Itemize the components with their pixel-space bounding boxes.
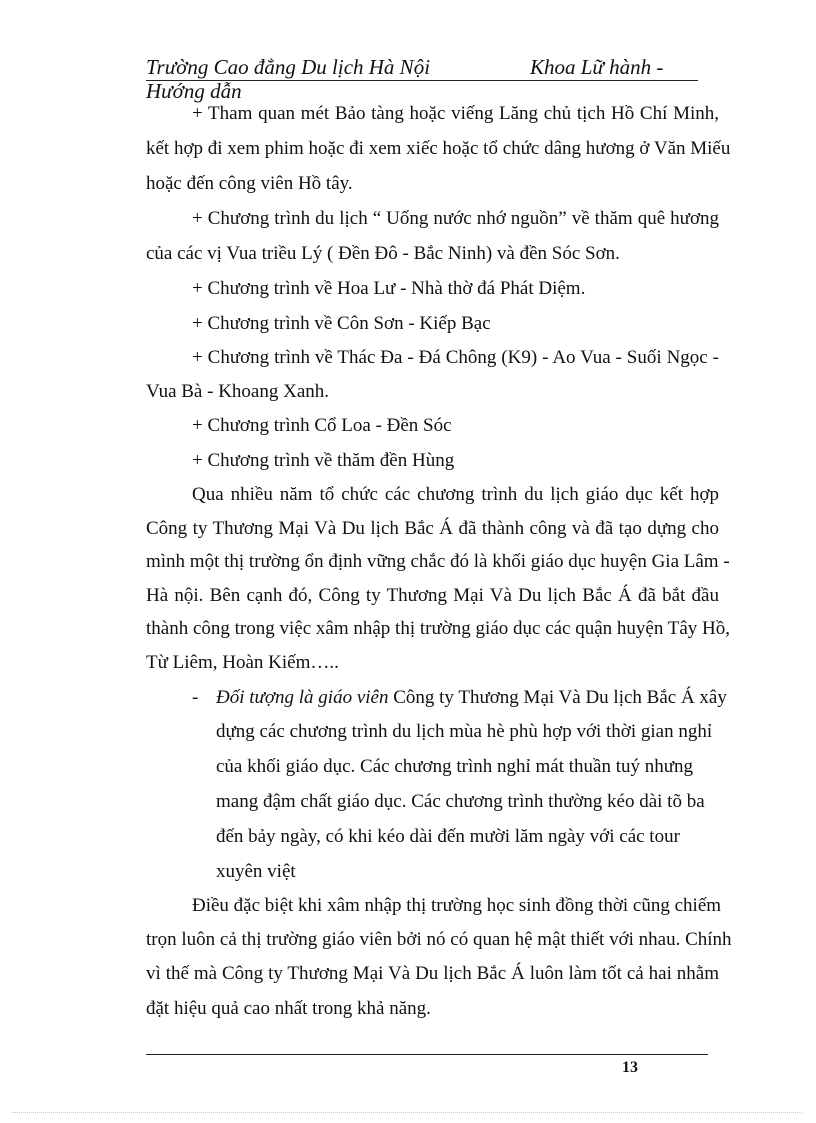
bullet-line: đến bảy ngày, có khi kéo dài đến mười lăm ngày với các tour bbox=[216, 826, 680, 847]
text-line: + Tham quan mét Bảo tàng hoặc viếng Lăng chủ tịch Hồ Chí Minh, bbox=[192, 103, 719, 124]
header-school: Trường Cao đẳng Du lịch Hà Nội bbox=[146, 55, 431, 79]
text-line: Từ Liêm, Hoàn Kiếm….. bbox=[146, 652, 339, 673]
text-line: + Chương trình về Thác Đa - Đá Chông (K9) - Ao Vua - Suối Ngọc - bbox=[192, 347, 719, 368]
text-line: Hà nội. Bên cạnh đó, Công ty Thương Mại Và Du lịch Bắc Á đã bắt đầu bbox=[146, 585, 719, 606]
text-line: thành công trong việc xâm nhập thị trường giáo dục các quận huyện Tây Hồ, bbox=[146, 618, 731, 639]
bullet-first-line bbox=[216, 687, 727, 709]
page-header bbox=[146, 54, 698, 81]
bullet-line: xuyên việt bbox=[216, 861, 296, 882]
bullet-first-line-text: Công ty Thương Mại Và Du lịch Bắc Á xây bbox=[393, 687, 727, 708]
text-line: của các vị Vua triều Lý ( Đền Đô - Bắc Ninh) và đền Sóc Sơn. bbox=[146, 243, 620, 264]
bullet-label: Đối tượng là giáo viên bbox=[216, 687, 389, 708]
text-line: Công ty Thương Mại Và Du lịch Bắc Á đã thành công và đã tạo dựng cho bbox=[146, 518, 719, 539]
text-line: mình một thị trường ổn định vững chắc đó là khối giáo dục huyện Gia Lâm - bbox=[146, 551, 730, 572]
page-number: 13 bbox=[622, 1059, 638, 1076]
text-line: trọn luôn cả thị trường giáo viên bởi nó có quan hệ mật thiết với nhau. Chính bbox=[146, 929, 732, 950]
text-line: + Chương trình về Côn Sơn - Kiếp Bạc bbox=[192, 313, 491, 334]
text-line: + Chương trình du lịch “ Uống nước nhớ nguồn” về thăm quê hương bbox=[192, 208, 719, 229]
text-line: kết hợp đi xem phim hoặc đi xem xiếc hoặc tổ chức dâng hương ở Văn Miếu bbox=[146, 138, 731, 159]
page-edge-divider bbox=[12, 1112, 802, 1113]
text-line: đặt hiệu quả cao nhất trong khả năng. bbox=[146, 998, 431, 1019]
text-line: Điều đặc biệt khi xâm nhập thị trường học sinh đồng thời cũng chiếm bbox=[192, 895, 722, 916]
text-line: + Chương trình về Hoa Lư - Nhà thờ đá Phát Diệm. bbox=[192, 278, 586, 299]
text-line: Vua Bà - Khoang Xanh. bbox=[146, 381, 330, 402]
text-line: vì thế mà Công ty Thương Mại Và Du lịch Bắc Á luôn làm tốt cả hai nhằm bbox=[146, 963, 719, 984]
text-line: hoặc đến công viên Hồ tây. bbox=[146, 173, 353, 194]
bullet-line: dựng các chương trình du lịch mùa hè phù hợp với thời gian nghỉ bbox=[216, 721, 713, 742]
text-line: + Chương trình về thăm đền Hùng bbox=[192, 450, 455, 471]
header-continuation: Hướng dẫn bbox=[146, 79, 242, 103]
footer-rule bbox=[146, 1054, 708, 1055]
text-line: Qua nhiều năm tổ chức các chương trình du lịch giáo dục kết hợp bbox=[192, 484, 719, 505]
bullet-marker: - bbox=[192, 687, 199, 708]
bullet-line: của khối giáo dục. Các chương trình nghỉ mát thuần tuý nhưng bbox=[216, 756, 694, 777]
header-faculty: Khoa Lữ hành - bbox=[530, 55, 664, 79]
bullet-line: mang đậm chất giáo dục. Các chương trình thường kéo dài tõ ba bbox=[216, 791, 705, 812]
text-line: + Chương trình Cổ Loa - Đền Sóc bbox=[192, 415, 452, 436]
